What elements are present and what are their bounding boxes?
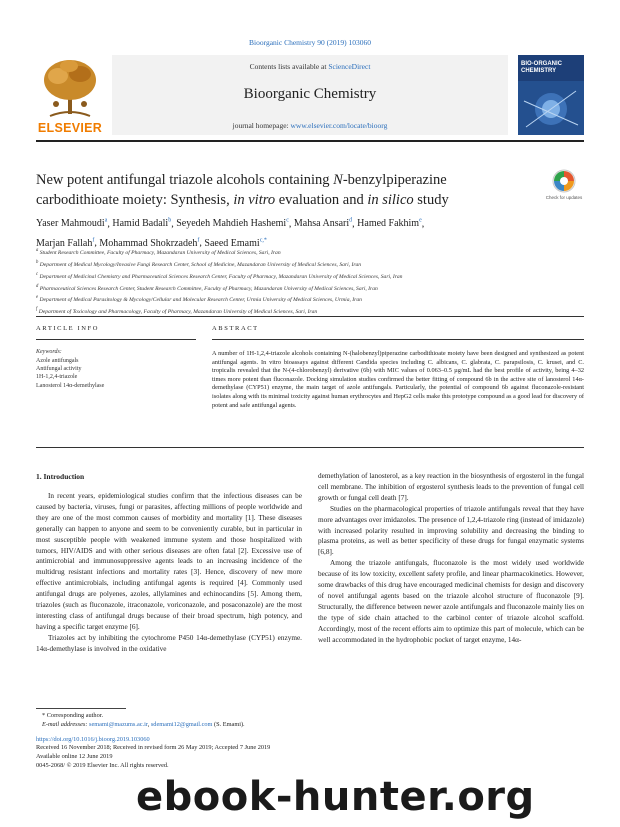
watermark: ebook-hunter.org (136, 774, 535, 820)
author[interactable]: Saeed Emami$^{c,*}$ (204, 237, 267, 249)
author[interactable]: Yaser Mahmoudi$^a$ (36, 218, 108, 230)
corresponding-author-note: * Corresponding author. (42, 712, 104, 719)
received-dates: Received 16 November 2018; Received in revised form 26 May 2019; Accepted 7 June 2019 (36, 744, 271, 752)
author[interactable]: Hamed Fakhim$^e$ (357, 218, 422, 230)
crossmark-label[interactable]: Check for updates (545, 195, 583, 200)
doi-link[interactable]: https://doi.org/10.1016/j.bioorg.2019.103060 (36, 735, 150, 743)
paragraph: In recent years, epidemiological studies confirm that the infectious diseases can be caused by bacteria, viruses, fungi or parasites, affecting millions of people worldwide and they are one of the most common causes of morbidity and mortality [1]. These diseases generally can happen to anyone and seem to be conveniently curable, but in particular in most susceptible people with weakened immune system and those hospitalized with tumors, HIV/AIDS and with other serious diseases are often fatal [2]. Excessive use of antimicrobial and immunosuppressive agents leads to an increasing incidence of the multidrug resistant infections and mortality rates [3]. Hence, discovery of new more effective antimicrobials, including antifungal agents is required [4]. Commonly used antifungal drugs are polyenes, azoles, allylamines and echinocandins [5]. Among them, triazoles (such as fluconazole, itraconazole, voriconazole, and posaconazole) are the most interesting class of antifungal drugs because of their broad spectrum, high potency, and having a specific target enzyme [6]. (36, 492, 302, 631)
crossmark-icon[interactable] (550, 168, 578, 198)
paragraph: Triazoles act by inhibiting the cytochrome P450 14α-demethylase (CYP51) enzyme. 14α-demethylase is involved in the oxidative (36, 633, 302, 653)
homepage-line (112, 121, 508, 130)
affiliation: $^d$ Pharmaceutical Sciences Research Center, Student Research Committee, Faculty of Pharmacy, Mazandaran University of Medical Sciences, Sari, Iran (36, 283, 378, 292)
title-line-1: New potent antifungal triazole alcohols containing N-benzylpiperazine (36, 172, 447, 188)
affiliation: $^b$ Department of Medical Mycology/Invasive Fungi Research Center, School of Medicine, Mazandaran University of Medical Sciences, Sari, Iran (36, 259, 362, 268)
info-sub-divider (36, 339, 196, 340)
left-column (36, 491, 302, 655)
author[interactable]: Mohammad Shokrzadeh$^f$ (99, 237, 200, 249)
affiliation: $^e$ Department of Medical Parasitology & Mycology/Cellular and Molecular Research Center, Urmia University of Medical Sciences, Urmia, Iran (36, 295, 362, 304)
contents-line (112, 62, 508, 71)
keyword-list (36, 357, 104, 390)
article-title (36, 170, 506, 210)
keyword: Lanosterol 14α-demethylase (36, 382, 105, 389)
journal-cover-image (518, 55, 584, 135)
abstract-bottom-divider (36, 447, 584, 448)
journal-title: Bioorganic Chemistry (243, 86, 377, 102)
email-line: E-mail addresses: semami@mazums.ac.ir, sdemami12@gmail.com (S. Emami). (42, 720, 245, 728)
abstract-sub-divider (212, 339, 584, 340)
cover-title: BIO-ORGANIC CHEMISTRY (521, 61, 562, 74)
title-line-2: carbodithioate moiety: Synthesis, in vitro evaluation and in silico study (36, 192, 449, 208)
abstract-text: A number of 1H-1,2,4-triazole alcohols containing N-(halobenzyl)piperazine carbodithioate moiety have been designed and synthesized as potent antifungal agents. In vitro bioassays against different Candida species including C. albicans, C. glabrata, C. parapsilosis, C. krusei, and C. tropicalis revealed that the N-(4-chlorobenzyl) derivative (6b) with MIC values of 0.063–0.5 µg/mL had the best profile of activity, being 4–32 times more potent than fluconazole. Docking simulation studies confirmed the better fitting of compound 6b in the active site of lanosterol 14α-demethylase (CYP51) enzyme, the main target of azole antifungals. Particularly, the potential of compound 6b against fluconazole-resistant isolates along with its minimal toxicity against human erythrocytes and HepG2 cells make this prototype compound as a good lead for discovery of potent and safe antifungal agents. (212, 350, 584, 409)
footnote-divider (36, 708, 126, 709)
right-column (318, 471, 584, 646)
copyright: 0045-2068/ © 2019 Elsevier Inc. All rights reserved. (36, 761, 169, 769)
email-link[interactable]: semami@mazums.ac.ir (89, 720, 148, 728)
author[interactable]: Marjan Fallah$^f$ (36, 237, 95, 249)
affiliations (36, 246, 584, 317)
paragraph: Among the triazole antifungals, fluconazole is the most widely used worldwide because of its low toxicity, excellent safety profile, and linear pharmacokinetics. However, some drawbacks of this drug have encouraged medicinal chemists for design and discovery of novel antifungal agents based on the triazole alcohol structure of fluconazole [9]. Structurally, the difference between newer azole antifungals and fluconazole mainly lies on the type of side chain attached to the carbinol center of triazole alcohol scaffold. Accordingly, most of the recent efforts aim to optimize this part of molecule, which can be well accommodated in the hydrophobic pocket of target enzyme, 14α- (318, 559, 584, 644)
keywords-label: Keywords: (36, 349, 62, 355)
footnotes (36, 712, 584, 771)
email-link[interactable]: sdemami12@gmail.com (150, 720, 213, 728)
author[interactable]: Mahsa Ansari$^d$ (293, 218, 353, 230)
sciencedirect-link[interactable]: ScienceDirect (328, 62, 371, 71)
article-info-label: ARTICLE INFO (36, 325, 100, 332)
homepage-prefix: journal homepage: (232, 121, 291, 130)
journal-citation[interactable]: Bioorganic Chemistry 90 (2019) 103060 (249, 38, 371, 47)
affiliation: $^c$ Department of Medicinal Chemistry and Pharmaceutical Sciences Research Center, Faculty of Pharmacy, Mazandaran University of Medical Sciences, Sari, Iran (36, 271, 403, 280)
author[interactable]: Seyedeh Mahdieh Hashemi$^c$ (176, 218, 289, 230)
keyword: Antifungal activity (36, 366, 82, 373)
paragraph: demethylation of lanosterol, as a key reaction in the biosynthesis of ergosterol in the fungal cell membrane. The inhibition of ergosterol synthesis leads to the prevention of fungal cell growth or fungal cell death [7]. (318, 472, 584, 502)
keyword: Azole antifungals (36, 358, 79, 364)
contents-prefix: Contents lists available at (249, 62, 329, 71)
section-heading-introduction: 1. Introduction (36, 472, 85, 481)
author-list: Yaser Mahmoudi$^a$, Hamid Badali$^b$, Seyedeh Mahdieh Hashemi$^c$, Mahsa Ansari$^d$, Hamed Fakhim$^e$, Marjan Fallah$^f$, Mohammad Shokrzadeh$^f$, Saeed Emami$^{c,*}$ (36, 218, 425, 249)
available-online: Available online 12 June 2019 (36, 753, 113, 761)
info-divider (36, 316, 584, 317)
cover-art (518, 81, 584, 135)
abstract-label: ABSTRACT (212, 325, 259, 332)
keyword: 1H-1,2,4-triazole (36, 374, 78, 381)
journal-homepage-link[interactable]: www.elsevier.com/locate/bioorg (290, 121, 388, 130)
elsevier-logo-text: ELSEVIER (37, 121, 103, 135)
affiliation: $^f$ Department of Toxicology and Pharmacology, Faculty of Pharmacy, Mazandaran University of Medical Sciences, Sari, Iran (36, 307, 318, 316)
author[interactable]: Hamid Badali$^b$ (112, 218, 172, 230)
paragraph: Studies on the pharmacological properties of triazole antifungals reveal that they have more advantages over imidazoles. The presence of 1,2,4-triazole ring (instead of imidazole) with increased polarity resulted in improving solubility and decreasing the binding to plasma proteins, as well as better specificity of these drugs for fungal enzymatic systems [6,8]. (318, 504, 584, 557)
header-divider (36, 140, 584, 142)
affiliation: $^a$ Student Research Committee, Faculty of Pharmacy, Mazandaran University of Medical Sciences, Sari, Iran (36, 248, 281, 256)
